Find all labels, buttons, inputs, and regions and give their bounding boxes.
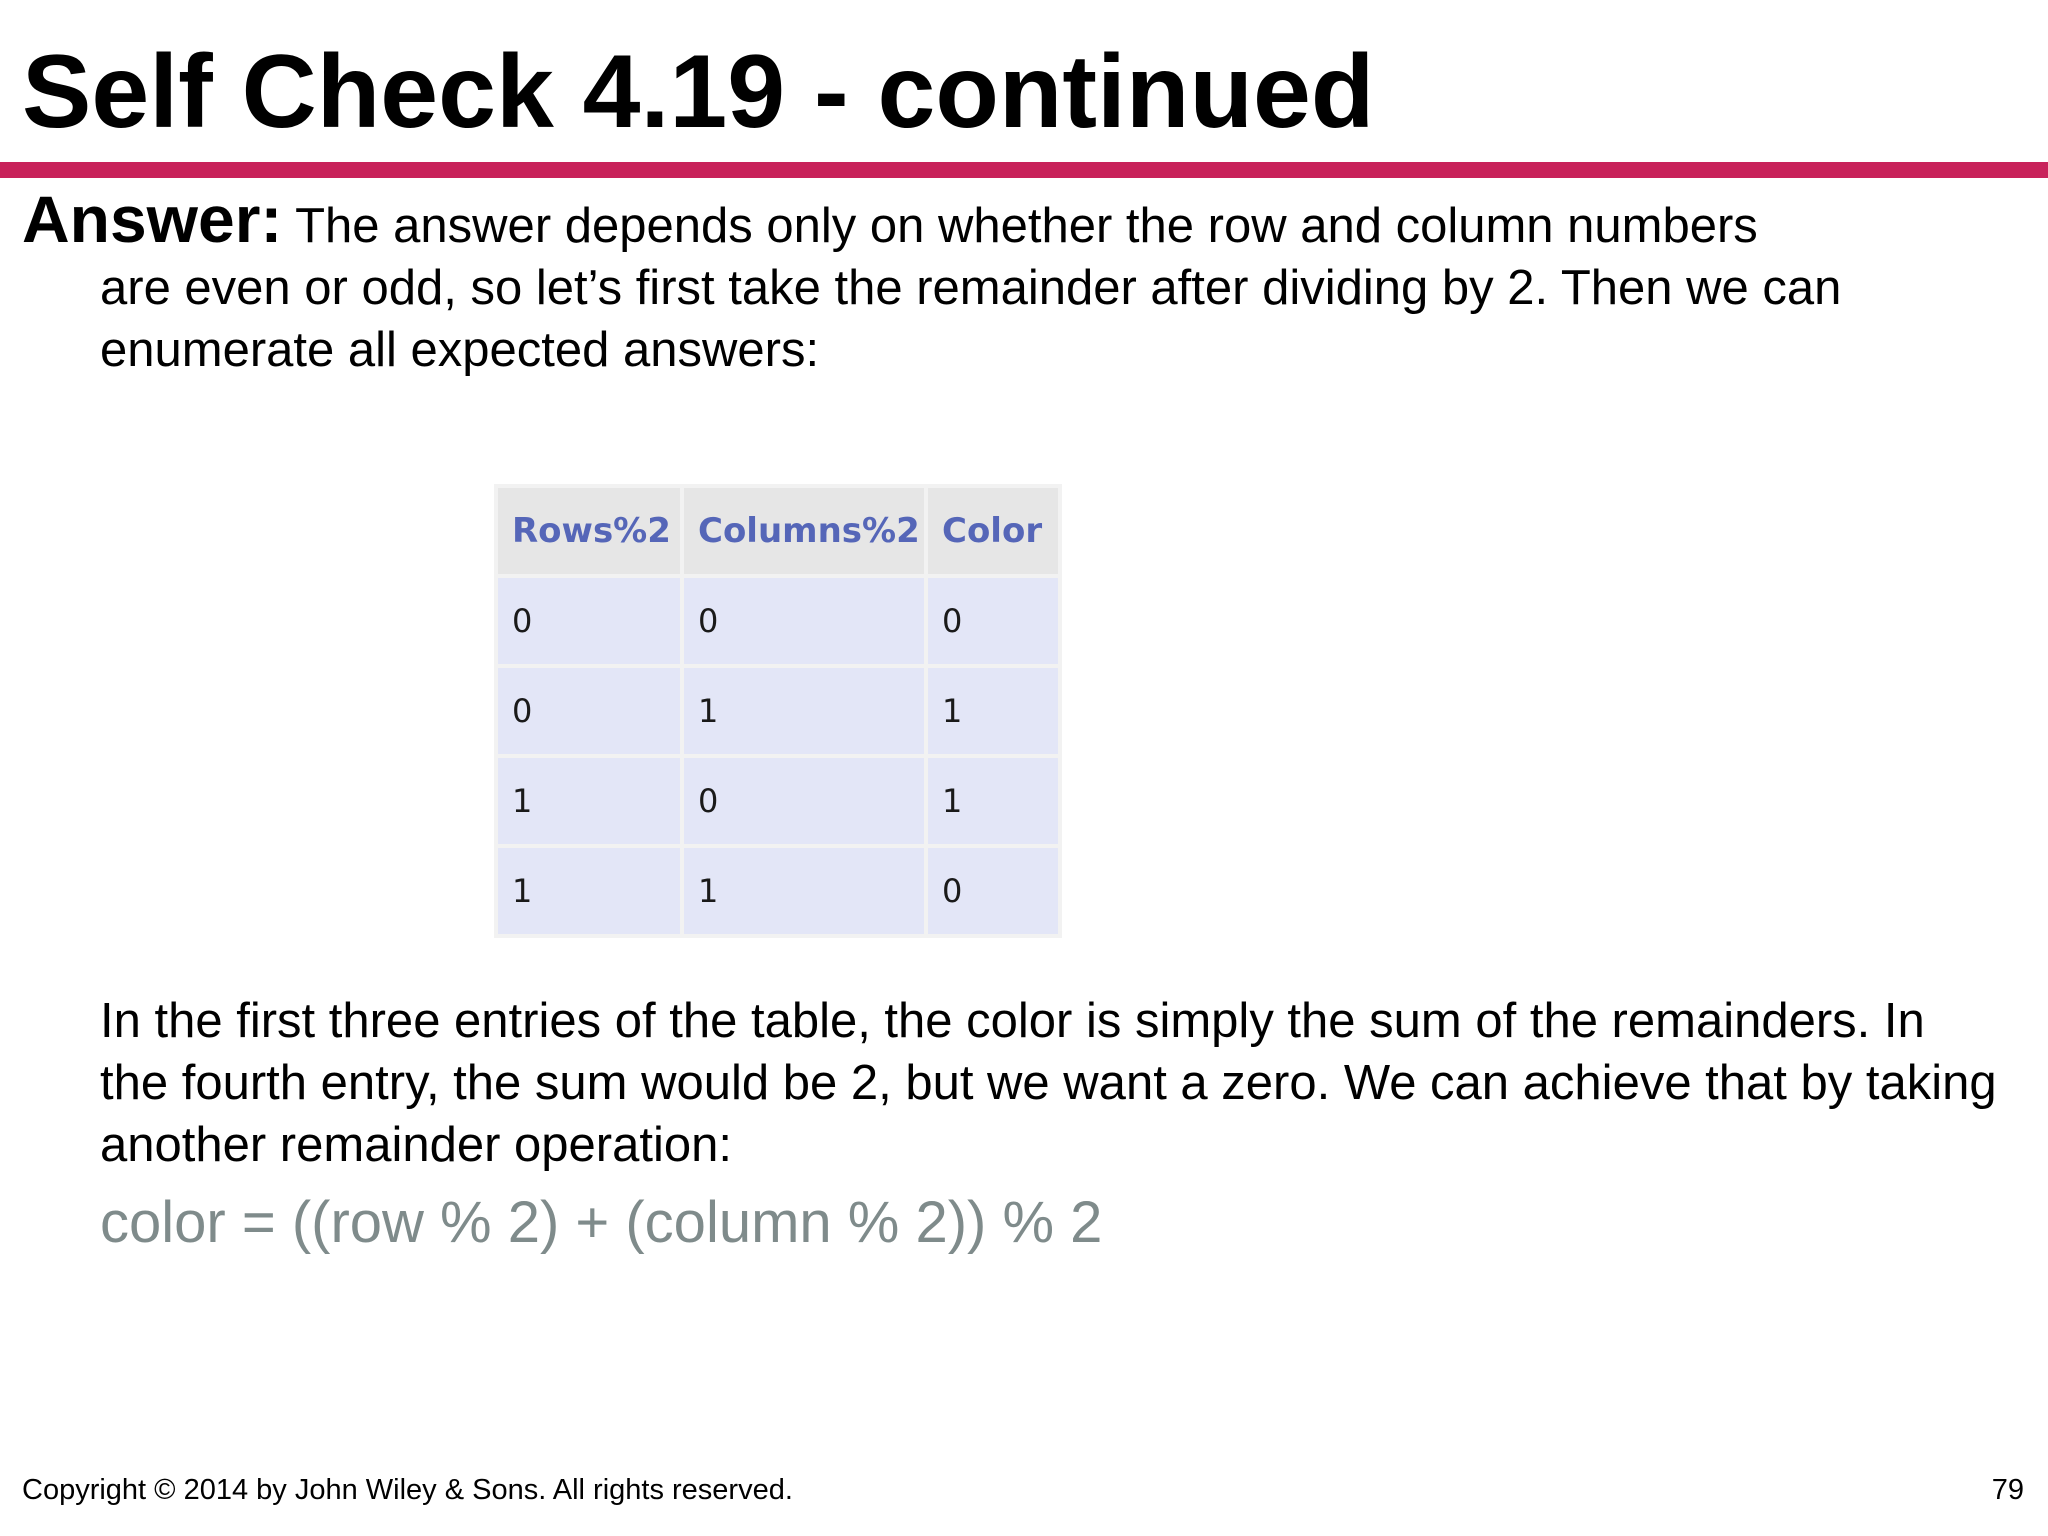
answer-intro-rest: are even or odd, so let’s first take the remainder after dividing by 2. Then we can enumerate all expected answers: bbox=[100, 261, 1842, 377]
table-cell: 0 bbox=[928, 848, 1058, 934]
table-cell: 0 bbox=[684, 578, 924, 664]
remainder-table-container bbox=[494, 484, 1062, 938]
answer-first-line bbox=[22, 182, 1982, 257]
table-cell: 0 bbox=[684, 758, 924, 844]
header-rows-mod-2: Rows%2 bbox=[498, 488, 680, 574]
explanation-text: In the first three entries of the table, the color is simply the sum of the remainders. In the fourth entry, the sum would be 2, but we want a zero. We can achieve that by taking another remainder operation: bbox=[100, 994, 1997, 1172]
table-row bbox=[498, 578, 1058, 664]
header-columns-mod-2: Columns%2 bbox=[684, 488, 924, 574]
table-cell: 1 bbox=[684, 848, 924, 934]
table-cell: 1 bbox=[928, 758, 1058, 844]
remainder-table bbox=[494, 484, 1062, 938]
table-row bbox=[498, 758, 1058, 844]
table-cell: 0 bbox=[498, 668, 680, 754]
answer-block bbox=[22, 182, 1982, 381]
slide-title: Self Check 4.19 - continued bbox=[22, 34, 1375, 150]
title-divider bbox=[0, 162, 2048, 178]
table-cell: 1 bbox=[928, 668, 1058, 754]
table-cell: 0 bbox=[928, 578, 1058, 664]
table-cell: 1 bbox=[498, 758, 680, 844]
table-header-row bbox=[498, 488, 1058, 574]
table-cell: 0 bbox=[498, 578, 680, 664]
table-row bbox=[498, 668, 1058, 754]
answer-label: Answer: bbox=[22, 182, 283, 256]
table-cell: 1 bbox=[684, 668, 924, 754]
page-number: 79 bbox=[1991, 1474, 2024, 1506]
copyright-footer: Copyright © 2014 by John Wiley & Sons. All rights reserved. bbox=[22, 1474, 793, 1506]
answer-intro-line1: The answer depends only on whether the row and column numbers bbox=[295, 199, 1758, 253]
table-cell: 1 bbox=[498, 848, 680, 934]
formula-code: color = ((row % 2) + (column % 2)) % 2 bbox=[100, 1190, 1103, 1255]
header-color: Color bbox=[928, 488, 1058, 574]
table-row bbox=[498, 848, 1058, 934]
